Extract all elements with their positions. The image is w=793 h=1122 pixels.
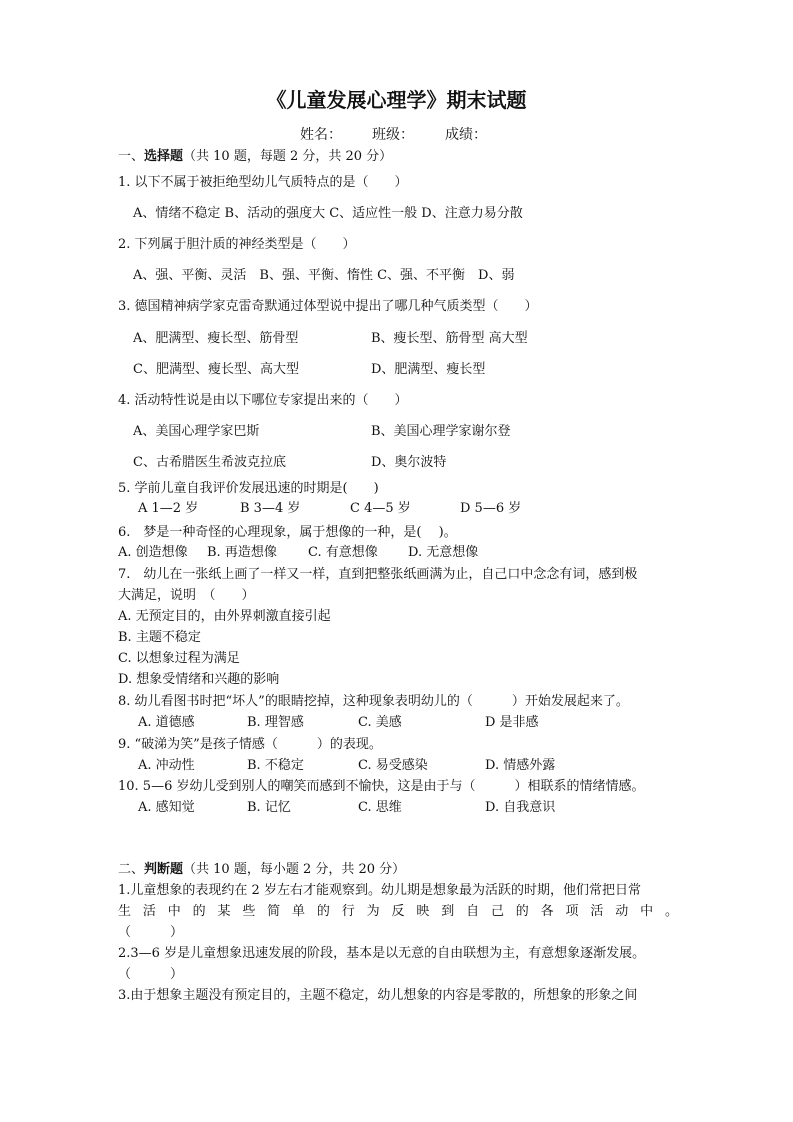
option-d: D. 无意想像 [408,545,479,560]
question-9: 9. “破涕为笑”是孩子情感（ ）的表现。 [118,737,382,752]
option-d: D、奥尔波特 [371,455,447,470]
class-label: 班级： [372,127,414,143]
option-c: C. 美感 [358,715,402,730]
section-name: 判断题 [144,862,184,877]
option-c: C 4—5 岁 [350,501,411,516]
section-desc: （共 10 题，每小题 2 分，共 20 分） [183,862,406,877]
option-c: C. 思维 [358,800,402,815]
option-a: A. 冲动性 [138,758,195,773]
option-b: B. 主题不稳定 [118,630,201,645]
question-7: 7. 幼儿在一张纸上画了一样又一样，直到把整张纸画满为止，自己口中念念有词，感到极 [118,567,638,582]
option-a: A 1—2 岁 [138,501,199,516]
question-4: 4. 活动特性说是由以下哪位专家提出来的（ ） [118,393,408,408]
judgement-2: 2.3—6 岁是儿童想象迅速发展的阶段，基本是以无意的自由联想为主，有意想象逐渐发展。 [118,946,646,961]
option-d: D. 想象受情绪和兴趣的影响 [118,672,280,687]
section-prefix: 一、 [118,149,145,164]
page-title: 《儿童发展心理学》期末试题 [266,88,527,112]
question-6: 6. 梦是一种奇怪的心理现象，属于想像的一种，是( )。 [118,525,457,540]
judgement-1: 1.儿童想象的表现约在 2 岁左右才能观察到。幼儿期是想象最为活跃的时期，他们常把日常 [118,883,641,898]
option-d: D 5—6 岁 [460,501,522,516]
answer-blank: （ ） [118,925,184,940]
option-c: C. 以想象过程为满足 [118,651,240,666]
option-b: B. 不稳定 [247,758,304,773]
question-10: 10. 5—6 岁幼儿受到别人的嘲笑而感到不愉快，这是由于与（ ）相联系的情绪情感。 [118,779,645,794]
section1-heading [118,149,392,165]
name-label: 姓名： [300,127,342,143]
option-c: C. 有意想像 [308,545,378,560]
question-2: 2. 下列属于胆汁质的神经类型是（ ） [118,237,356,252]
judgement-1-cont: 生 活 中 的 某 些 简 单 的 行 为 反 映 到 自 己 的 各 项 活 动 中 。 [118,904,678,919]
question-1: 1. 以下不属于被拒绝型幼儿气质特点的是（ ） [118,175,408,190]
score-label: 成绩： [445,127,487,143]
answer-blank: （ ） [118,967,184,982]
option-d: D、肥满型、瘦长型 [371,362,486,377]
option-a: A. 感知觉 [138,800,195,815]
options: A、情绪不稳定 B、活动的强度大 C、适应性一般 D、注意力易分散 [133,206,523,221]
options: A、强、平衡、灵活 B、强、平衡、惰性 C、强、不平衡 D、弱 [133,268,515,283]
option-b: B、美国心理学家谢尔登 [371,424,511,439]
section2-heading [118,862,405,878]
option-a: A、肥满型、瘦长型、筋骨型 [133,331,299,346]
option-a: A. 创造想像 [118,545,188,560]
section-prefix: 二、 [118,862,145,877]
question-5: 5. 学前儿童自我评价发展迅速的时期是( ) [118,481,379,496]
option-c: C. 易受感染 [358,758,428,773]
option-a: A. 道德感 [138,715,195,730]
section-name: 选择题 [144,149,184,164]
option-b: B. 再造想像 [207,545,277,560]
option-b: B 3—4 岁 [240,501,301,516]
option-b: B、瘦长型、筋骨型 高大型 [371,331,528,346]
option-a: A、美国心理学家巴斯 [133,424,260,439]
section-desc: （共 10 题，每题 2 分，共 20 分） [183,149,393,164]
question-8: 8. 幼儿看图书时把“坏人”的眼睛挖掉，这种现象表明幼儿的（ ）开始发展起来了。 [118,694,629,709]
option-a: A. 无预定目的，由外界刺激直接引起 [118,609,331,624]
option-b: B. 记忆 [247,800,291,815]
option-b: B. 理智感 [247,715,304,730]
option-c: C、肥满型、瘦长型、高大型 [133,362,299,377]
option-d: D. 自我意识 [485,800,556,815]
question-7-cont: 大满足，说明 （ ） [118,588,255,603]
option-d: D. 情感外露 [485,758,556,773]
question-3: 3. 德国精神病学家克雷奇默通过体型说中提出了哪几种气质类型（ ） [118,299,538,314]
option-c: C、古希腊医生希波克拉底 [133,455,286,470]
option-d: D 是非感 [485,715,539,730]
judgement-3: 3.由于想象主题没有预定目的，主题不稳定，幼儿想象的内容是零散的，所想象的形象之间 [118,988,638,1003]
